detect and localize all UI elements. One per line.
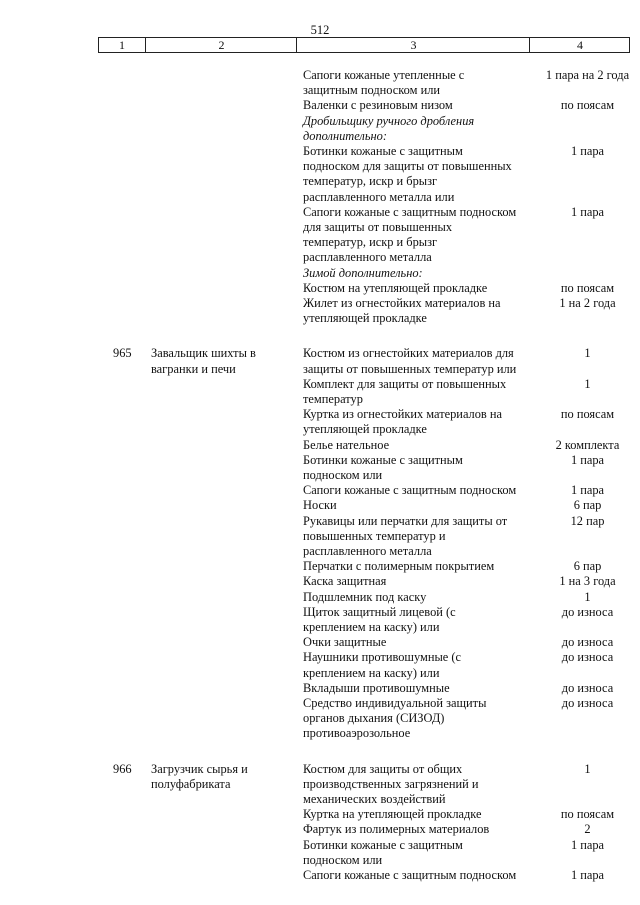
item-name: Комплект для защиты от повышенных (303, 376, 507, 391)
item-name: производственных загрязнений и (303, 776, 479, 791)
item-name: температур (303, 392, 363, 406)
item-name: повышенных температур и (303, 528, 446, 543)
item-name: Костюм для защиты от общих (303, 761, 463, 776)
item-name: Перчатки с полимерным покрытием (303, 559, 495, 574)
item-name: температур, искр и брызг (303, 174, 438, 189)
item-name: утепляющей прокладке (303, 422, 427, 437)
item-name: Ботинки кожаные с защитным (303, 452, 463, 467)
item-name: креплением на каску) или (303, 620, 440, 634)
issue-norm: 1 на 3 года (559, 574, 616, 589)
item-name: креплением на каску) или (303, 665, 440, 680)
column-header-4: 4 (529, 38, 630, 52)
issue-norm: до износа (561, 650, 614, 665)
issue-norm: 1 пара (570, 204, 605, 219)
section-note: Зимой дополнительно: (303, 265, 423, 280)
item-name: Рукавицы или перчатки для защиты от (303, 513, 508, 528)
column-header-3: 3 (296, 38, 530, 52)
item-name: расплавленного металла (303, 544, 432, 558)
item-name: Очки защитные (303, 635, 387, 650)
item-name: Вкладыши противошумные (303, 680, 450, 695)
item-name: Наушники противошумные (с (303, 650, 462, 665)
item-name: Фартук из полимерных материалов (303, 822, 490, 837)
issue-norm: до износа (561, 604, 614, 619)
issue-norm: до износа (561, 696, 614, 710)
issue-norm: до износа (561, 680, 614, 695)
issue-norm: 1 пара (570, 452, 605, 467)
item-name: подноском или (303, 852, 383, 867)
item-name: Сапоги кожаные с защитным подноском (303, 204, 517, 219)
item-name: Подшлемник под каску (303, 589, 427, 604)
item-name: Валенки с резиновым низом (303, 98, 453, 113)
item-name: Ботинки кожаные с защитным (303, 144, 463, 158)
issue-norm: 1 (584, 376, 591, 391)
issue-norm: по поясам (560, 407, 615, 422)
issue-norm: по поясам (560, 807, 615, 822)
column-header-1: 1 (119, 38, 125, 52)
item-name: Сапоги кожаные утепленные с (303, 68, 465, 82)
issue-norm: 2 комплекта (555, 437, 620, 452)
item-name: Куртка на утепляющей прокладке (303, 807, 482, 822)
issue-norm: по поясам (560, 98, 615, 113)
item-name: температур, искр и брызг (303, 235, 438, 250)
item-name: органов дыхания (СИЗОД) (303, 711, 445, 726)
issue-norm: 6 пар (573, 559, 602, 574)
item-name: Куртка из огнестойких материалов на (303, 407, 503, 422)
item-name: механических воздействий (303, 792, 446, 806)
profession-name: полуфабриката (151, 776, 231, 791)
item-name: Средство индивидуальной защиты (303, 696, 487, 710)
item-name: противоаэрозольное (303, 726, 411, 741)
section-note: дополнительно: (303, 128, 387, 143)
issue-norm: 6 пар (573, 498, 602, 513)
item-name: защитным подноском или (303, 83, 441, 98)
issue-norm: по поясам (560, 280, 615, 295)
item-name: подноском для защиты от повышенных (303, 159, 512, 174)
item-name: Белье нательное (303, 437, 390, 452)
row-number: 966 (113, 761, 132, 776)
item-name: Носки (303, 498, 337, 513)
issue-norm: 1 пара (570, 868, 605, 882)
section-note: Дробильщику ручного дробления (303, 113, 475, 128)
issue-norm: 1 (584, 761, 591, 776)
item-name: расплавленного металла или (303, 189, 455, 204)
item-name: Каска защитная (303, 574, 387, 589)
page-number: 512 (310, 23, 330, 37)
issue-norm: 1 пара (570, 483, 605, 498)
item-name: Костюм на утепляющей прокладке (303, 280, 488, 295)
item-name: подноском или (303, 468, 383, 482)
issue-norm: 2 (584, 822, 591, 837)
issue-norm: до износа (561, 635, 614, 650)
row-number: 965 (113, 346, 132, 361)
item-name: для защиты от повышенных (303, 220, 453, 234)
item-name: Щиток защитный лицевой (с (303, 604, 456, 619)
item-name: Жилет из огнестойких материалов на (303, 296, 501, 310)
issue-norm: 1 пара на 2 года (545, 68, 630, 82)
issue-norm: 1 (584, 589, 591, 604)
item-name: утепляющей прокладке (303, 311, 427, 326)
item-name: Сапоги кожаные с защитным подноском (303, 483, 517, 498)
profession-name: Загрузчик сырья и (151, 761, 248, 776)
issue-norm: 1 (584, 346, 591, 361)
issue-norm: 1 пара (570, 144, 605, 158)
item-name: расплавленного металла (303, 250, 432, 265)
issue-norm: 12 пар (570, 513, 605, 528)
issue-norm: 1 на 2 года (559, 296, 616, 310)
profession-name: вагранки и печи (151, 361, 236, 376)
item-name: Сапоги кожаные с защитным подноском (303, 868, 517, 882)
item-name: Ботинки кожаные с защитным (303, 837, 463, 852)
issue-norm: 1 пара (570, 837, 605, 852)
item-name: Костюм из огнестойких материалов для (303, 346, 514, 361)
item-name: защиты от повышенных температур или (303, 361, 517, 376)
profession-name: Завальщик шихты в (151, 346, 256, 361)
column-header-2: 2 (145, 38, 297, 52)
